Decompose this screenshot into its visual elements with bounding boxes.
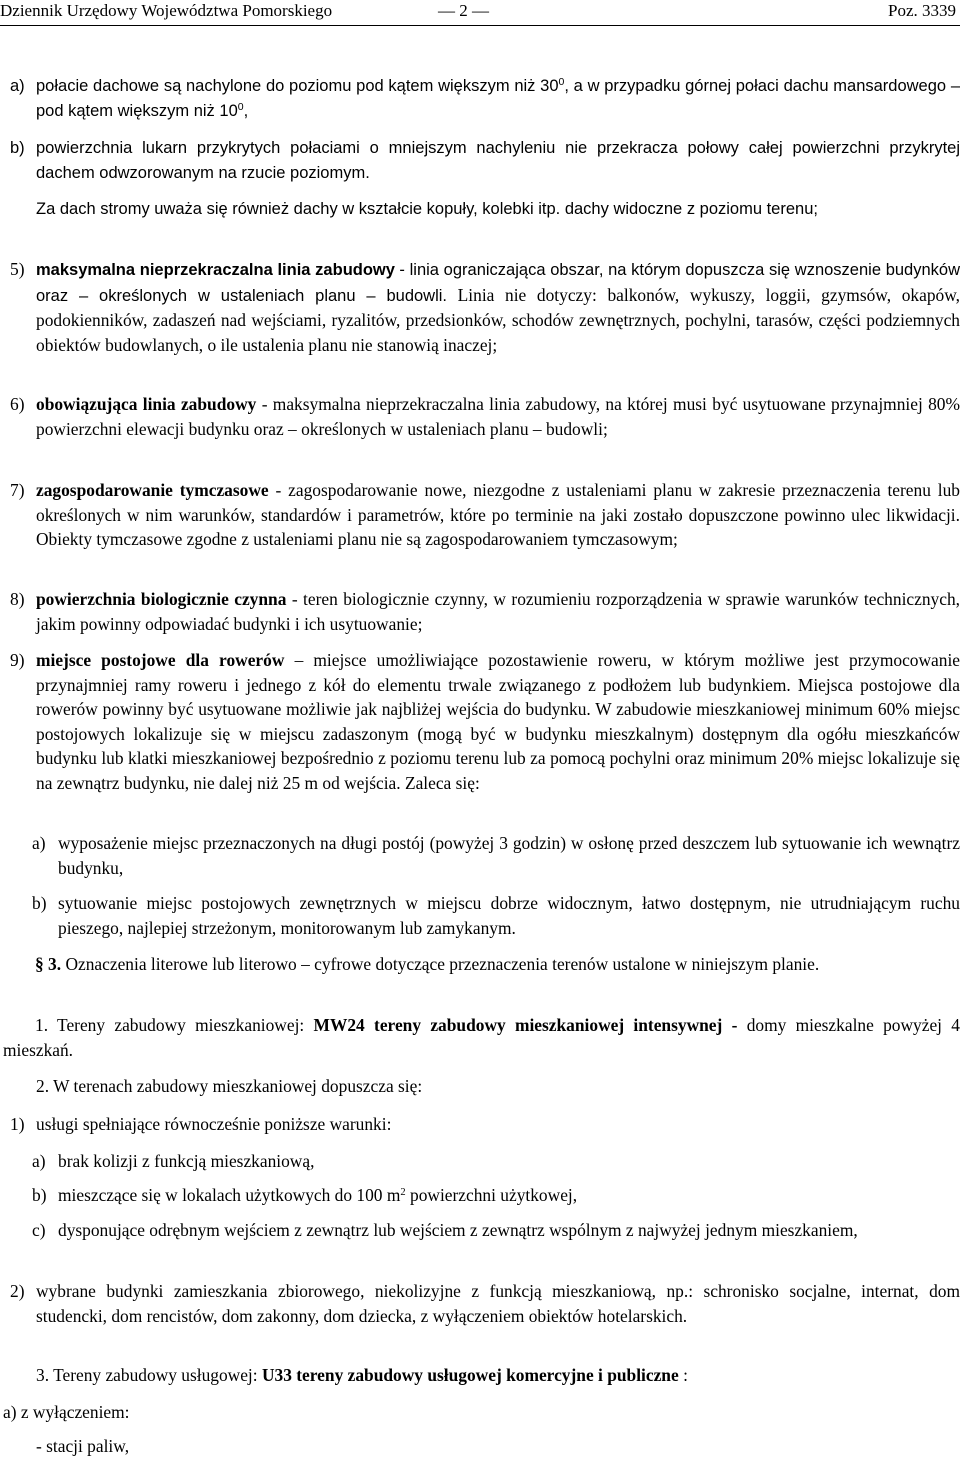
point-2-item-1-b: b) mieszczące się w lokalach użytkowych do 100 $m^2$ powierzchni użytkowej, [58,1183,960,1208]
item-label: a) [10,77,25,95]
paragraph-sign: § 3. [35,954,62,974]
definition-9: 9) miejsce postojowe dla rowerów – miejsce umożliwiające pozostawienie roweru, w którym możliwe jest przymocowanie przynajmniej ramy roweru i jednego z kół do elementu trwale związanego z podłożem lub budynkiem. Miejsca postojowe dla rowerów powinny być usytuowane możliwie jak najbliżej wejścia do budynku. W zabudowie mieszkaniowej minimum 60% miejsc postojowych lokalizuje się w miejscu zadaszonym (mogą być w budynku mieszkalnym) dostępnym dla ogółu mieszkańców budynku lub klatki mieszkaniowej bezpośrednio z poziomu terenu lub za pomocą pochylni oraz minimum 20% miejsc lokalizuje się na zewnątrz budynku, nie dalej niż 25 m od wejścia. Zaleca się: [10,650,960,793]
zone-symbol: MW24 tereny zabudowy mieszkaniowej intensywnej - [313,1015,738,1035]
item-label: b) [32,1185,47,1205]
item-label: b) [32,893,47,913]
defined-term: powierzchnia biologicznie czynna [36,589,287,609]
dome-roof-note: Za dach stromy uważa się również dachy w kształcie kopuły, kolebki itp. dachy widoczne z poziomu terenu; [36,200,818,218]
point-3: 3. Tereny zabudowy usługowej: U33 tereny zabudowy usługowej komercyjne i publiczne : [36,1365,688,1385]
item-number: 6) [10,394,25,414]
roof-condition-b: b) powierzchnia lukarn przykrytych połaciami o mniejszym nachyleniu nie przekracza połowy całej powierzchni przykrytej dachem odwzorowanym na rzucie poziomym. [36,136,960,185]
page-number: — 2 — [438,1,489,20]
item-label: b) [10,139,25,157]
point-2: 2. W terenach zabudowy mieszkaniowej dopuszcza się: [36,1076,423,1096]
point-2-item-1-c: c) dysponujące odrębnym wejściem z zewnątrz lub wejściem z zewnątrz wspólnym z najwyżej jednym mieszkaniem, [58,1218,960,1243]
paragraph-3: § 3. Oznaczenia literowe lub literowo – cyfrowe dotyczące przeznaczenia terenów ustalone w niniejszym planie. [35,954,820,974]
point-2-item-1: 1) usługi spełniające równocześnie poniższe warunki: [36,1112,960,1137]
defined-term: miejsce postojowe dla rowerów [36,650,285,670]
item-number: 2) [10,1281,25,1301]
definition-9-b: b) sytuowanie miejsc postojowych zewnętrznych w miejscu dobrze widocznym, łatwo dostępnym, nie utrudniającym ruchu pieszego, najlepiej strzeżonym, monitorowanym lub zamykanym. [32,893,960,938]
item-number: 7) [10,480,25,500]
point-3-dash: - stacji paliw, [36,1436,130,1456]
point-3-a: a) z wyłączeniem: [3,1402,130,1422]
position-number: Poz. 3339 [888,1,956,20]
zone-symbol: U33 tereny zabudowy usługowej komercyjne i publiczne [261,1365,679,1385]
definition-6: 6) obowiązująca linia zabudowy - maksymalna nieprzekraczalna linia zabudowy, na której musi być usytuowane przynajmniej 80% powierzchni elewacji budynku oraz – określonych w ustaleniach planu – budowli; [10,394,960,439]
item-number: 1) [10,1114,25,1134]
definition-9-a: a) wyposażenie miejsc przeznaczonych na długi postój (powyżej 3 godzin) w osłonę przed deszczem lub sytuowanie ich wewnątrz budynku, [32,833,960,878]
item-label: c) [32,1220,46,1240]
point-1: 1. Tereny zabudowy mieszkaniowej: MW24 tereny zabudowy mieszkaniowej intensywnej - domy mieszkalne powyżej 4 mieszkań. [3,1015,960,1060]
item-number: 9) [10,650,25,670]
item-number: 5) [10,259,25,279]
journal-title: Dziennik Urzędowy Województwa Pomorskiego [0,1,333,20]
defined-term: maksymalna nieprzekraczalna linia zabudowy [36,261,395,279]
roof-condition-a: a) połacie dachowe są nachylone do poziomu pod kątem większym niż $30^0$, a w przypadku górnej połaci dachu mansardowego – pod kątem większym niż $10^0$, [10,76,960,120]
definition-5: 5) maksymalna nieprzekraczalna linia zabudowy - linia ograniczająca obszar, na którym dopuszcza się wznoszenie budynków oraz – określonych w ustaleniach planu – budowli. Linia nie dotyczy: balkonów, wykuszy, loggii, gzymsów, okapów, podokienników, zadaszeń nad wejściami, ryzalitów, przedsionków, schodów zewnętrznych, pochylni, tarasów, części podziemnych obiektów budowlanych, o ile ustalenia planu nie stanowią inaczej; [10,259,960,355]
page-header [0,0,960,26]
header-rule [0,25,960,26]
definition-7: 7) zagospodarowanie tymczasowe - zagospodarowanie nowe, niezgodne z ustaleniami planu w zakresie przeznaczenia terenu lub określonych w nim warunków, standardów i parametrów, które po terminie na jaki zostało dopuszczone powinno ulec likwidacji. Obiekty tymczasowe zgodne z ustaleniami planu nie są zagospodarowaniem tymczasowym; [10,480,960,549]
item-label: a) [32,1151,46,1171]
defined-term: obowiązująca linia zabudowy [36,394,257,414]
point-2-item-2: 2) wybrane budynki zamieszkania zbiorowego, niekolizyjne z funkcją mieszkaniową, np.: schronisko socjalne, internat, dom studencki, dom rencistów, dom zakonny, dom dziecka, z wyłączeniem obiektów hotelarskich. [10,1281,960,1326]
item-label: a) [32,833,46,853]
point-2-item-1-a: a) brak kolizji z funkcją mieszkaniową, [58,1149,960,1174]
item-number: 8) [10,589,25,609]
definition-8: 8) powierzchnia biologicznie czynna - teren biologicznie czynny, w rozumieniu rozporządzenia w sprawie warunków technicznych, jakim powinny odpowiadać budynki i ich usytuowanie; [10,589,960,634]
defined-term: zagospodarowanie tymczasowe [36,480,269,500]
point-number: 1. [35,1015,49,1035]
